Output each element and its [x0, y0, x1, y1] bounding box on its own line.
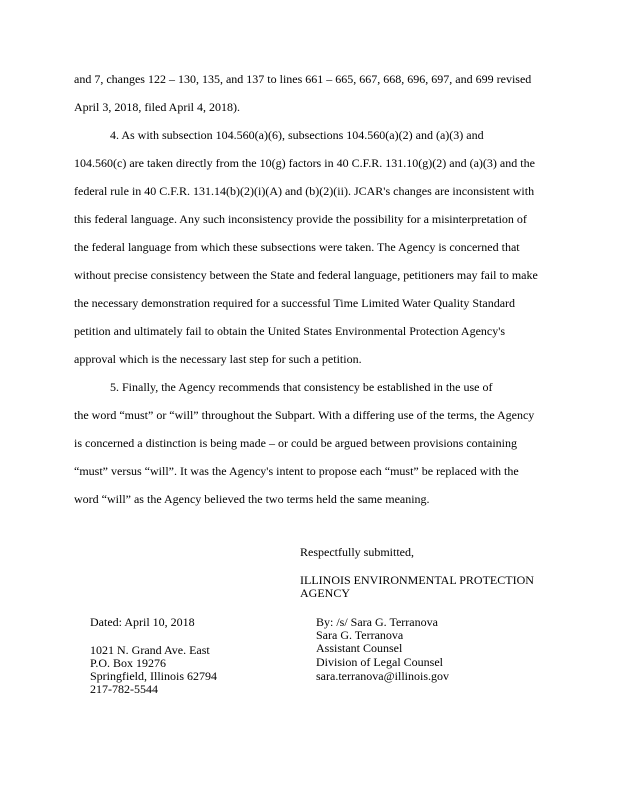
signer-title: Assistant Counsel	[316, 641, 403, 655]
body-line-16: word “will” as the Agency believed the two terms held the same meaning.	[74, 492, 430, 506]
address-line-2: P.O. Box 19276	[90, 656, 167, 670]
body-line-2: April 3, 2018, filed April 4, 2018).	[74, 100, 240, 114]
body-line-1: and 7, changes 122 – 130, 135, and 137 to lines 661 – 665, 667, 668, 696, 697, and 699 revised	[74, 72, 532, 86]
body-line-9: the necessary demonstration required for a successful Time Limited Water Quality Standard	[74, 296, 516, 310]
body-line-8: without precise consistency between the State and federal language, petitioners may fail to make	[74, 268, 538, 282]
body-line-6: this federal language. Any such inconsistency provide the possibility for a misinterpretation of	[74, 212, 527, 226]
paragraph-4-start: 4. As with subsection 104.560(a)(6), subsections 104.560(a)(2) and (a)(3) and	[110, 128, 484, 142]
signature-by-line: By: /s/ Sara G. Terranova	[316, 615, 438, 629]
body-line-11: approval which is the necessary last step for such a petition.	[74, 352, 362, 366]
address-line-1: 1021 N. Grand Ave. East	[90, 643, 210, 657]
signer-name: Sara G. Terranova	[316, 628, 404, 642]
closing-text: Respectfully submitted,	[300, 545, 414, 559]
organization-name-line2: AGENCY	[300, 586, 350, 600]
body-line-4: 104.560(c) are taken directly from the 10(g) factors in 40 C.F.R. 131.10(g)(2) and (a)(3) and the	[74, 156, 535, 170]
phone-number: 217-782-5544	[90, 682, 158, 696]
body-line-7: the federal language from which these subsections were taken. The Agency is concerned that	[74, 240, 520, 254]
body-line-15: “must” versus “will”. It was the Agency's intent to propose each “must” be replaced with the	[74, 464, 519, 478]
body-line-5: federal rule in 40 C.F.R. 131.14(b)(2)(i)(A) and (b)(2)(ii). JCAR's changes are inconsistent with	[74, 184, 535, 198]
signer-email: sara.terranova@illinois.gov	[316, 669, 450, 683]
body-line-13: the word “must” or “will” throughout the Subpart. With a differing use of the terms, the Agency	[74, 408, 535, 422]
body-line-10: petition and ultimately fail to obtain the United States Environmental Protection Agency's	[74, 324, 506, 338]
signer-division: Division of Legal Counsel	[316, 655, 443, 669]
dated-line: Dated: April 10, 2018	[90, 615, 195, 629]
organization-name-line1: ILLINOIS ENVIRONMENTAL PROTECTION	[300, 573, 534, 587]
paragraph-5-start: 5. Finally, the Agency recommends that consistency be established in the use of	[110, 380, 493, 394]
address-line-3: Springfield, Illinois 62794	[90, 669, 217, 683]
body-line-14: is concerned a distinction is being made – or could be argued between provisions containing	[74, 436, 517, 450]
